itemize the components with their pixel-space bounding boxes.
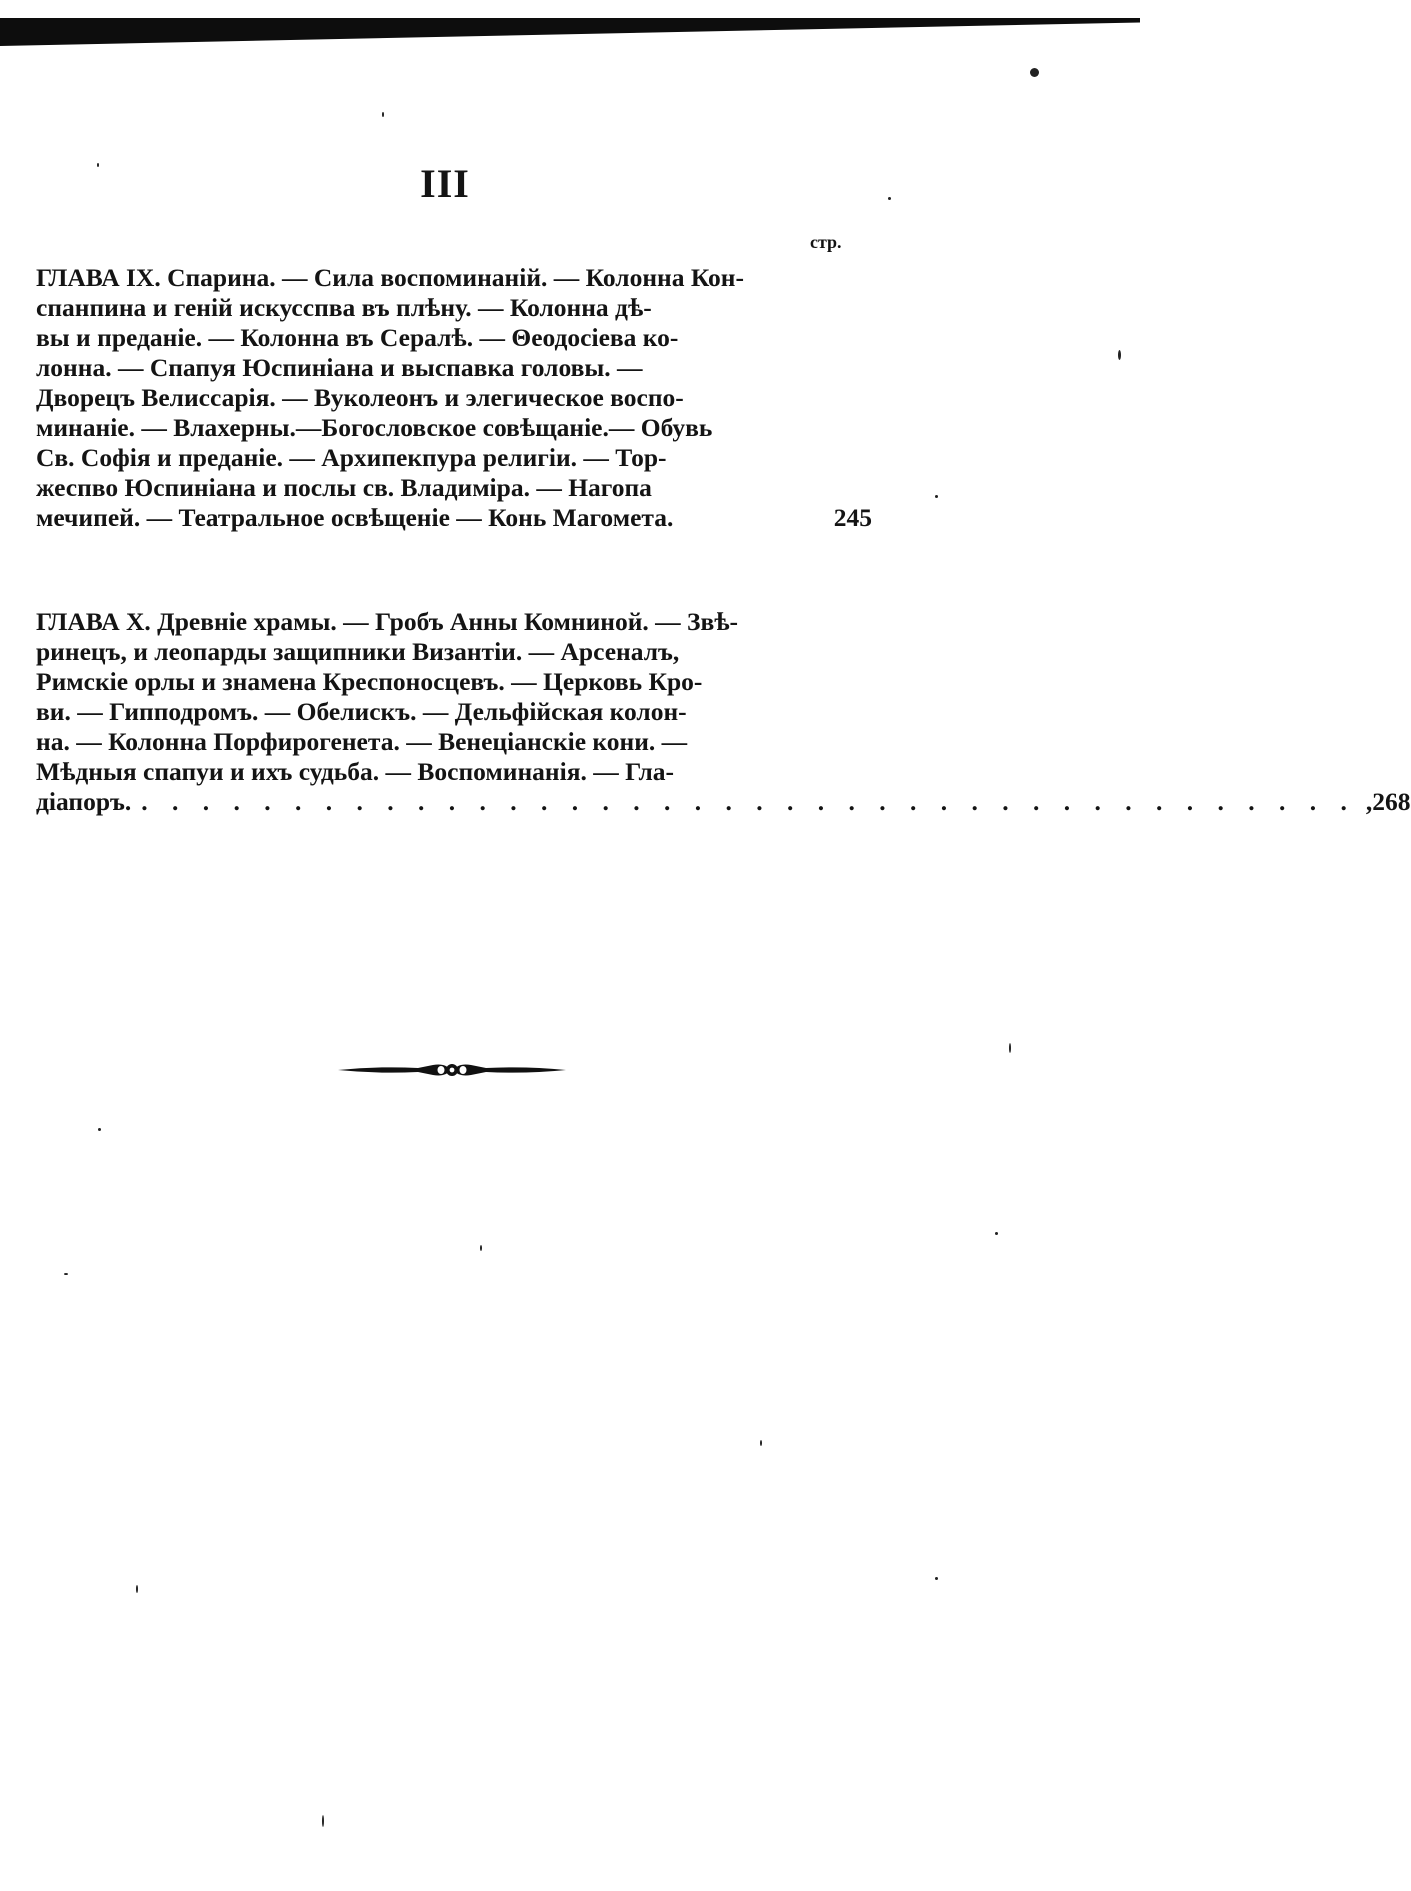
toc-line: минаніе. — Влахерны.—Богословское совѣщаніе.— Обувь <box>36 413 713 442</box>
scan-speck <box>98 1128 101 1131</box>
page-number: III <box>420 161 470 206</box>
toc-line: жеспво Юспиніана и послы св. Владиміра. — Нагопа <box>36 473 652 502</box>
scan-speck <box>760 1440 762 1446</box>
ornament-divider <box>338 1060 566 1080</box>
scan-speck <box>480 1245 482 1251</box>
scan-speck <box>888 197 891 200</box>
scan-speck <box>136 1585 138 1593</box>
scan-speck <box>995 1232 998 1235</box>
toc-line: спанпина и геній искусспва въ плѣну. — Колонна дѣ- <box>36 293 652 322</box>
dot-leader: . . . . . . . . . . . . . . . . . . . . . . . . . . . . . . . . . . . . . . . . <box>141 787 1356 816</box>
scan-speck <box>935 1577 938 1580</box>
scan-speck <box>935 495 938 498</box>
scan-top-edge <box>0 18 1140 46</box>
toc-text: Спарина. — Сила воспоминаній. — Колонна Кон- <box>167 263 744 292</box>
toc-line: Дворецъ Велиссарія. — Вуколеонъ и элегическое воспо- <box>36 383 684 412</box>
toc-line: Римскіе орлы и знамена Креспоносцевъ. — Церковь Кро- <box>36 667 703 696</box>
dot-leader <box>683 503 823 533</box>
toc-line <box>36 263 872 293</box>
toc-text: Древніе храмы. — Гробъ Анны Комниной. — Звѣ- <box>157 607 739 636</box>
toc-line: на. — Колонна Порфирогенета. — Венеціанскіе кони. — <box>36 727 688 756</box>
toc-line: вы и преданіе. — Колонна въ Сералѣ. — Θеодосіева ко- <box>36 323 679 352</box>
page-column-label: стр. <box>810 232 842 252</box>
chapter-heading: ГЛАВА X. <box>36 607 151 636</box>
scan-speck <box>322 1815 324 1827</box>
scan-speck <box>1009 1043 1011 1053</box>
toc-entry-chapter-9 <box>36 263 872 533</box>
toc-line: ринецъ, и леопарды защипники Византіи. — Арсеналъ, <box>36 637 680 666</box>
toc-line-last <box>36 503 872 533</box>
toc-entry-chapter-10 <box>36 607 1411 817</box>
toc-line: ви. — Гипподромъ. — Обелискъ. — Дельфійская колон- <box>36 697 687 726</box>
chapter-page-number: ,268 <box>1365 787 1411 816</box>
toc-line: лонна. — Спапуя Юспиніана и выспавка головы. — <box>36 353 643 382</box>
scan-speck <box>97 163 99 167</box>
toc-line: Св. Софія и преданіе. — Архипекпура религіи. — Тор- <box>36 443 667 472</box>
scan-speck <box>1030 68 1039 77</box>
scan-speck <box>382 112 384 117</box>
toc-line <box>36 607 872 637</box>
toc-text: мечипей. — Театральное освѣщеніе — Конь Магомета. <box>36 503 674 532</box>
scan-speck <box>64 1273 68 1275</box>
chapter-heading: ГЛАВА IX. <box>36 263 161 292</box>
chapter-page-number: 245 <box>833 503 872 532</box>
toc-line: Мѣдныя спапуи и ихъ судьба. — Воспоминанія. — Гла- <box>36 757 675 786</box>
toc-line-last <box>36 787 1411 817</box>
scan-speck <box>1118 350 1121 360</box>
toc-text: діапоръ. <box>36 787 132 816</box>
